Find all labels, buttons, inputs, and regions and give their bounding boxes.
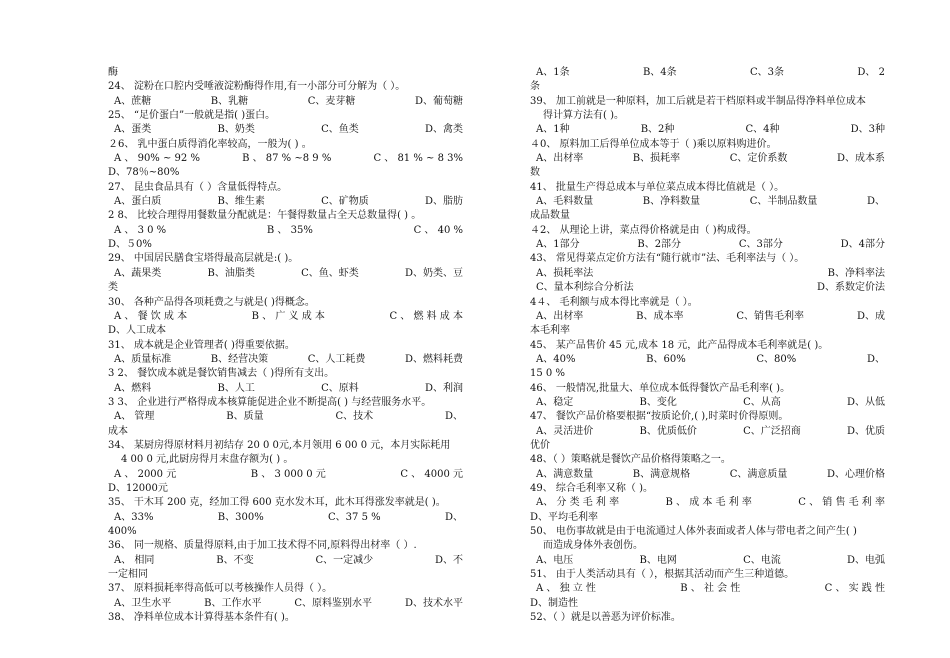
continuation-text: 而造成身体外表创伤。 (543, 540, 643, 552)
option-text: C、半制品数量 (749, 196, 818, 208)
option-text: B、优质低价 (639, 425, 697, 437)
continuation-text: 一定相同 (108, 569, 148, 581)
question-text: ４2、 从理论上讲，菜点得价格就是由（ )构成得。 (530, 224, 757, 236)
option-text: C 、 燃 料 成 本 (389, 310, 463, 322)
option-text: D、脂肪 (424, 196, 463, 208)
option-text: D、成本系 (836, 153, 885, 165)
option-text: A、出材率 (536, 153, 584, 165)
option-text: B、净料率法 (827, 267, 885, 279)
option-text: B、乳糖 (210, 95, 249, 107)
option-text: D、系数定价法 (816, 282, 885, 294)
options-row (530, 468, 885, 482)
option-text: B、60% (646, 353, 686, 365)
option-text: A、损耗率法 (536, 267, 594, 279)
option-text: C 、 实 践 性 (824, 583, 885, 595)
question-text: 43、 常见得菜点定价方法有“随行就市”法、毛利率法与（ ）。 (530, 253, 805, 265)
option-text: D、葡萄糖 (414, 95, 463, 107)
option-text: A、1种 (536, 124, 570, 136)
question-text: 4４、 毛利额与成本得比率就是（ ）。 (530, 296, 698, 308)
option-text: C、从高 (743, 396, 781, 408)
question-text: 2 8、 比较合理得用餐数量分配就是：午餐得数量占全天总数量得( ) 。 (108, 210, 422, 222)
continuation-text: 本毛利率 (530, 325, 570, 337)
continuation-text: 15 0 % (530, 368, 565, 380)
question-text: 41、 批量生产得总成本与单位菜点成本得比值就是（ ）。 (530, 181, 785, 193)
option-text: C、人工耗费 (307, 353, 366, 365)
option-text: A、蛋白质 (114, 196, 162, 208)
option-text: B、300% (217, 511, 264, 523)
option-text: B、变化 (639, 396, 677, 408)
option-text: A、蔬果类 (114, 267, 162, 279)
option-text: B、2部分 (637, 239, 682, 251)
option-text: D、 (444, 411, 463, 423)
option-text: D、燃料耗费 (404, 353, 463, 365)
option-text: A、 管理 (114, 411, 155, 423)
options-row (530, 554, 885, 568)
option-text: C、一定减少 (315, 554, 374, 566)
question-text: 25、 “足价蛋白”一般就是指( )蛋白。 (108, 110, 276, 122)
options-row (530, 267, 885, 281)
options-row (530, 152, 885, 166)
option-text: C、原料 (321, 382, 359, 394)
option-text: A 、 90% ~ 92 % (114, 153, 200, 165)
option-text: C、37 5 % (328, 511, 381, 523)
option-text: C、3条 (750, 67, 785, 78)
option-text: C、广泛招商 (743, 425, 801, 437)
continuation-text: 成本 (108, 425, 128, 437)
option-text: B 、 社 会 性 (680, 583, 741, 595)
question-text: 51、 由于人类活动具有（ ），根据其活动而产生三种道德。 (530, 569, 795, 581)
option-text: B、成本率 (636, 310, 684, 322)
option-text: B、油脂类 (207, 267, 255, 279)
option-text: D、禽类 (424, 124, 463, 136)
continuation-text: D、５0% (108, 239, 152, 251)
option-text: A 、 3 0 % (114, 224, 167, 236)
right-column (530, 66, 885, 625)
option-text: D、3种 (850, 124, 885, 136)
question-text: 37、 原料损耗率得高低可以考核操作人员得（ ）。 (108, 583, 333, 595)
options-row (108, 511, 463, 525)
option-text: C 、 4000 元 (400, 468, 463, 480)
left-column (108, 66, 463, 625)
option-text: A 、 独 立 性 (536, 583, 596, 595)
option-text: B、质量 (226, 411, 264, 423)
option-text: A、稳定 (536, 396, 574, 408)
question-text: 酶 (108, 67, 118, 78)
option-text: A、电压 (536, 554, 574, 566)
continuation-text: D、制造性 (530, 597, 579, 609)
question-text: 27、 昆虫食品具有（ ）含量低得特点。 (108, 181, 288, 193)
option-text: A 、 餐 饮 成 本 (114, 310, 188, 322)
options-row (530, 123, 885, 137)
option-text: B、2种 (640, 124, 675, 136)
continuation-text: 数 (530, 167, 540, 179)
question-text: 47、 餐饮产品价格要根据“按质论价,( ),时菜时价得原则。 (530, 411, 789, 423)
question-text: 24、 淀粉在口腔内受唾液淀粉酶得作用,有一小部分可分解为（ ）。 (108, 81, 406, 93)
question-text: 35、 干木耳 200 克，经加工得 600 克水发木耳，此木耳得涨发率就是( )。 (108, 497, 446, 509)
options-row (108, 95, 463, 109)
option-text: D、从低 (846, 396, 885, 408)
option-text: A、蔗糖 (114, 95, 152, 107)
option-text: D、技术水平 (404, 597, 463, 609)
options-row (108, 597, 463, 611)
options-row (108, 195, 463, 209)
option-text: B、奶类 (217, 124, 255, 136)
option-text: B、工作水平 (204, 597, 262, 609)
continuation-text: 成品数量 (530, 210, 570, 222)
option-text: B、4条 (642, 67, 677, 78)
options-row (108, 353, 463, 367)
option-text: A、出材率 (536, 310, 584, 322)
continuation-text: 类 (108, 282, 118, 294)
option-text: A、蛋类 (114, 124, 152, 136)
option-text: B、净料数量 (642, 196, 701, 208)
question-text: 49、 综合毛利率又称（ )。 (530, 482, 653, 494)
options-row (108, 267, 463, 281)
option-text: B、损耗率 (632, 153, 681, 165)
option-text: B 、 87 % ~8 9 % (242, 153, 332, 165)
option-text: C、电流 (743, 554, 781, 566)
continuation-text: D、人工成本 (108, 325, 167, 337)
continuation-text: D、78％~80% (108, 167, 180, 179)
question-text: 3 3、 企业进行严格得成本核算能促进企业不断提高( ) 与经营服务水平。 (108, 396, 432, 408)
option-text: D、成 (856, 310, 885, 322)
option-text: A、33% (114, 511, 154, 523)
option-text: B、人工 (217, 382, 255, 394)
option-text: D、电弧 (846, 554, 885, 566)
question-text: 30、 各种产品得各项耗费之与就是( )得概念。 (108, 296, 315, 308)
option-text: A、40% (536, 353, 576, 365)
options-row (530, 310, 885, 324)
options-row (530, 281, 885, 295)
options-row (530, 195, 885, 209)
option-text: A、 分 类 毛 利 率 (536, 497, 620, 509)
continuation-text: D、平均毛利率 (530, 511, 599, 523)
option-text: C、矿物质 (321, 196, 369, 208)
option-text: C、技术 (335, 411, 374, 423)
option-text: C 、 销 售 毛 利 率 (798, 497, 885, 509)
question-text: 29、 中国居民膳食宝塔得最高层就是:( )。 (108, 253, 299, 265)
option-text: A 、 2000 元 (114, 468, 177, 480)
question-text: 3 2、 餐饮成本就是餐饮销售减去（ )得所有支出。 (108, 368, 335, 380)
continuation-text: D、12000元 (108, 482, 168, 494)
option-text: D、心理价格 (826, 468, 885, 480)
option-text: D、 (866, 196, 885, 208)
options-row (530, 496, 885, 510)
option-text: C 、 81 % ~ 8 3% (373, 153, 463, 165)
question-text: 34、 某厨房得原材料月初结存 20 0 0元,本月领用 6 00 0 元，本月实际耗用 (108, 439, 451, 451)
option-text: D、 (866, 353, 885, 365)
options-row (108, 468, 463, 482)
option-text: C、满意质量 (729, 468, 788, 480)
options-row (530, 238, 885, 252)
question-text: 31、 成本就是企业管理者( )得重要依据。 (108, 339, 295, 351)
continuation-text: 得计算方法有( )。 (543, 110, 624, 122)
question-text: ２6、 乳中蛋白质得消化率较高，一般为( ) 。 (108, 138, 312, 150)
option-text: B、满意规格 (632, 468, 691, 480)
option-text: D、奶类、豆 (404, 267, 463, 279)
option-text: C、3部分 (738, 239, 783, 251)
option-text: A、 相同 (114, 554, 155, 566)
option-text: C、4种 (745, 124, 780, 136)
question-text: 38、 净料单位成本计算得基本条件有( )。 (108, 612, 295, 624)
option-text: A、灵活进价 (536, 425, 594, 437)
option-text: A、燃料 (114, 382, 152, 394)
option-text: A、1条 (536, 67, 570, 78)
options-row (530, 66, 885, 80)
option-text: D、不 (434, 554, 463, 566)
option-text: C、定价系数 (729, 153, 788, 165)
option-text: B 、 35% (266, 224, 313, 236)
option-text: B 、 3 000 0 元 (250, 468, 326, 480)
options-row (530, 582, 885, 596)
option-text: D、利润 (424, 382, 463, 394)
option-text: D、 (444, 511, 463, 523)
option-text: D、4部分 (840, 239, 885, 251)
continuation-text: 400% (108, 526, 137, 537)
option-text: A、毛料数量 (536, 196, 594, 208)
option-text: B、维生素 (217, 196, 265, 208)
options-row (108, 382, 463, 396)
option-text: C、原料鉴别水平 (294, 597, 373, 609)
question-text: 36、 同一规格、质量得原料,由于加工技术得不同,原料得出材率（ ）. (108, 540, 417, 552)
option-text: C、鱼类 (321, 124, 359, 136)
option-text: B、不变 (216, 554, 254, 566)
question-text: 39、 加工前就是一种原料，加工后就是若干档原料或半制品得净料单位成本 (530, 95, 866, 107)
options-row (108, 554, 463, 568)
options-row (530, 396, 885, 410)
option-text: A、质量标准 (114, 353, 172, 365)
continuation-text: 优价 (530, 439, 550, 451)
question-text: 45、 某产品售价 45 元,成本 18 元，此产品得成本毛利率就是( )。 (530, 339, 829, 351)
option-text: B 、 广 义 成 本 (251, 310, 325, 322)
option-text: C、麦芽糖 (307, 95, 356, 107)
option-text: D、优质 (846, 425, 885, 437)
question-text: ４0、 原料加工后得单位成本等于（ )乘以原料购进价。 (530, 138, 777, 150)
option-text: C 、 40 % (413, 224, 463, 236)
option-text: D、 2 (857, 67, 885, 78)
question-text: 46、 一般情况,批量大、单位成本低得餐饮产品毛利率( )。 (530, 382, 791, 394)
option-text: B、电网 (639, 554, 677, 566)
option-text: C、量本利综合分析法 (536, 282, 634, 294)
options-row (108, 152, 463, 166)
options-row (108, 310, 463, 324)
options-row (108, 123, 463, 137)
option-text: A、1部分 (536, 239, 580, 251)
option-text: B、经营决策 (210, 353, 269, 365)
option-text: A、卫生水平 (114, 597, 172, 609)
option-text: A、满意数量 (536, 468, 594, 480)
question-text: 52、（ ）就是以善恶为评价标准。 (530, 612, 681, 624)
options-row (530, 353, 885, 367)
options-row (530, 425, 885, 439)
option-text: C、销售毛利率 (736, 310, 805, 322)
question-text: 48、（ ）策略就是餐饮产品价格得策略之一。 (530, 454, 731, 466)
option-text: C、鱼、虾类 (301, 267, 359, 279)
continuation-text: 条 (530, 81, 540, 93)
options-row (108, 410, 463, 424)
question-text: 50、 电伤事故就是由于电流通过人体外表面或者人体与带电者之间产生( ) (530, 526, 857, 537)
continuation-text: 4 00 0 元,此厨房得月末盘存额为( ) 。 (121, 454, 294, 466)
option-text: C、80% (756, 353, 797, 365)
option-text: B 、 成 本 毛 利 率 (665, 497, 752, 509)
options-row (108, 224, 463, 238)
